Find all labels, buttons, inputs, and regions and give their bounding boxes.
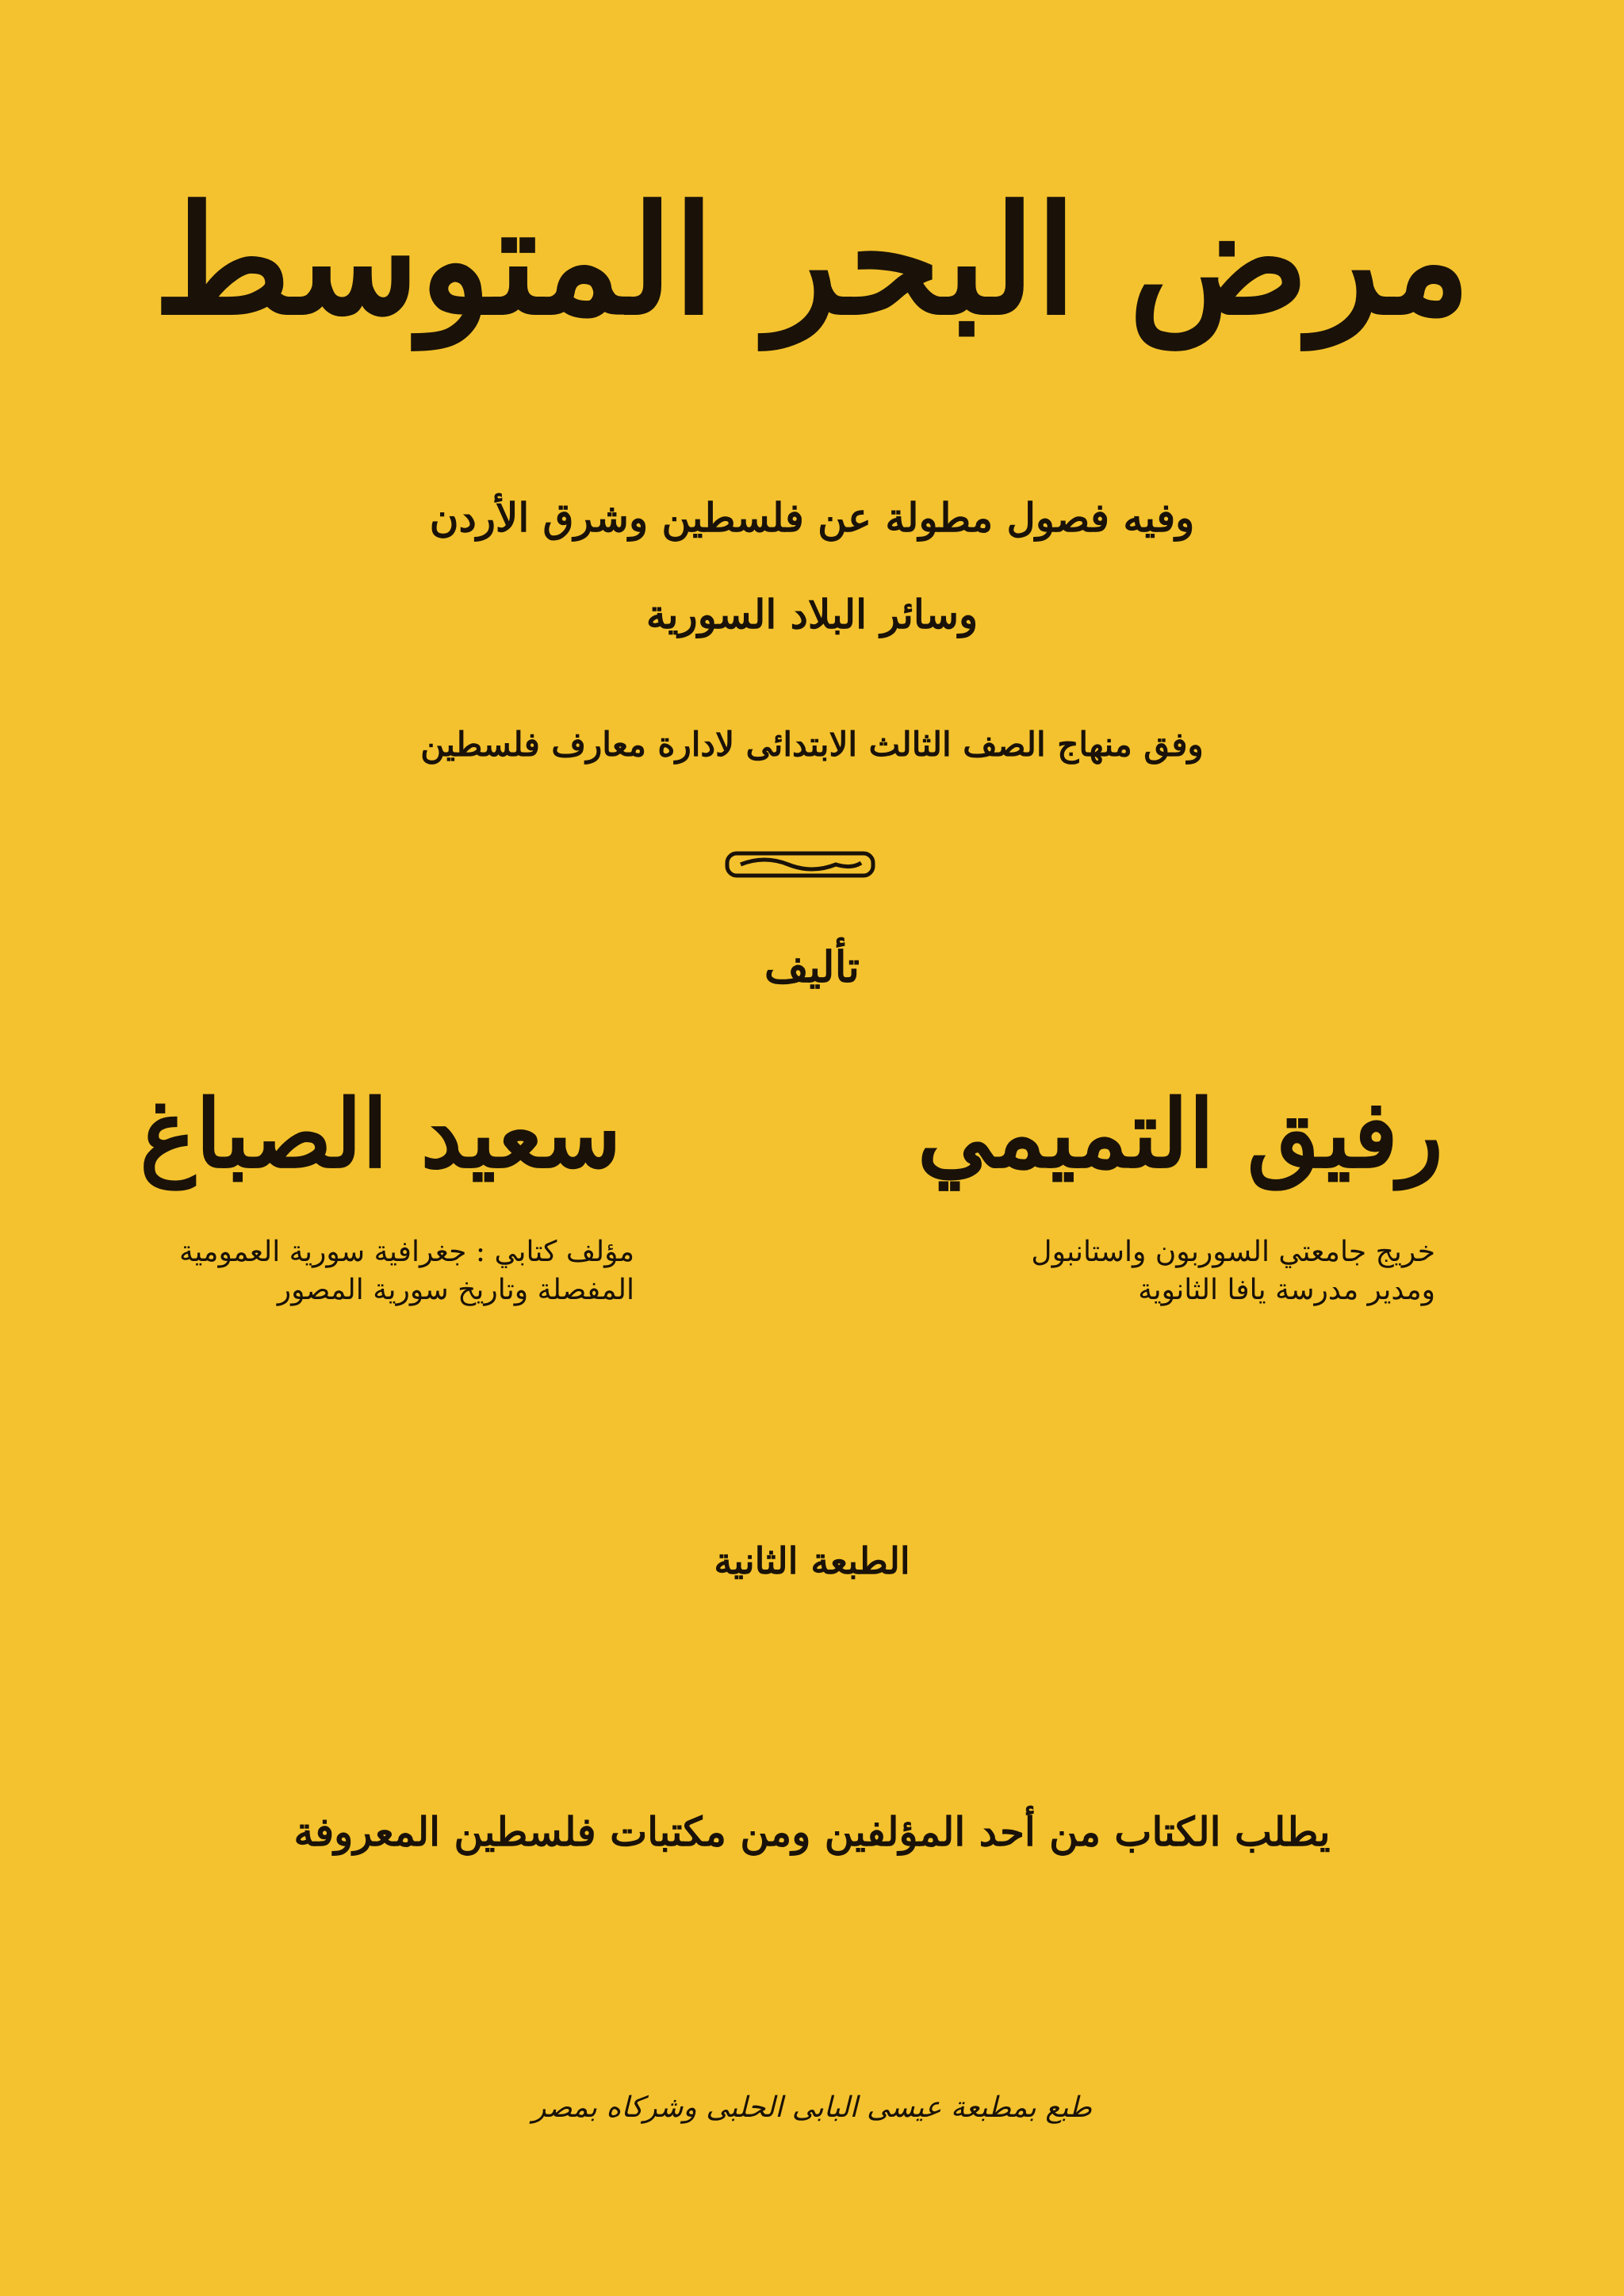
authorship-label: تأليف [764,941,860,992]
printer-imprint: طبع بمطبعة عيسى البابى الحلبى وشركاه بمصر [532,2091,1092,2124]
book-title: مرض البحر المتوسط [153,173,1471,348]
author-1-credential-line-2: ومدير مدرسة يافا الثانوية [1138,1274,1435,1307]
author-1-credentials [936,1233,1443,1310]
availability-note: يطلب الكتاب من أحد المؤلفين ومن مكتبات فلسطين المعروفة [293,1808,1331,1855]
author-2-credentials [127,1233,634,1310]
edition-label: الطبعة الثانية [714,1539,910,1582]
subtitle-line-1: وفيه فصول مطولة عن فلسطين وشرق الأردن [429,494,1195,541]
author-2-credential-line-1: مؤلف كتابي : جغرافية سورية العمومية [179,1235,634,1268]
subtitle-line-2: وسائر البلاد السورية [645,591,979,638]
author-1-credential-line-1: خريج جامعتي السوربون واستانبول [1031,1235,1435,1268]
author-1 [917,1079,1443,1310]
decorative-divider-icon [725,849,875,880]
curriculum-note: وفق منهاج الصف الثالث الابتدائى لادارة معارف فلسطين [420,725,1204,764]
author-2 [127,1079,634,1310]
author-2-credential-line-2: المفصلة وتاريخ سورية المصور [277,1274,634,1307]
author-2-name: سعيد الصباغ [140,1079,622,1189]
author-1-name: رفيق التميمي [917,1079,1443,1189]
